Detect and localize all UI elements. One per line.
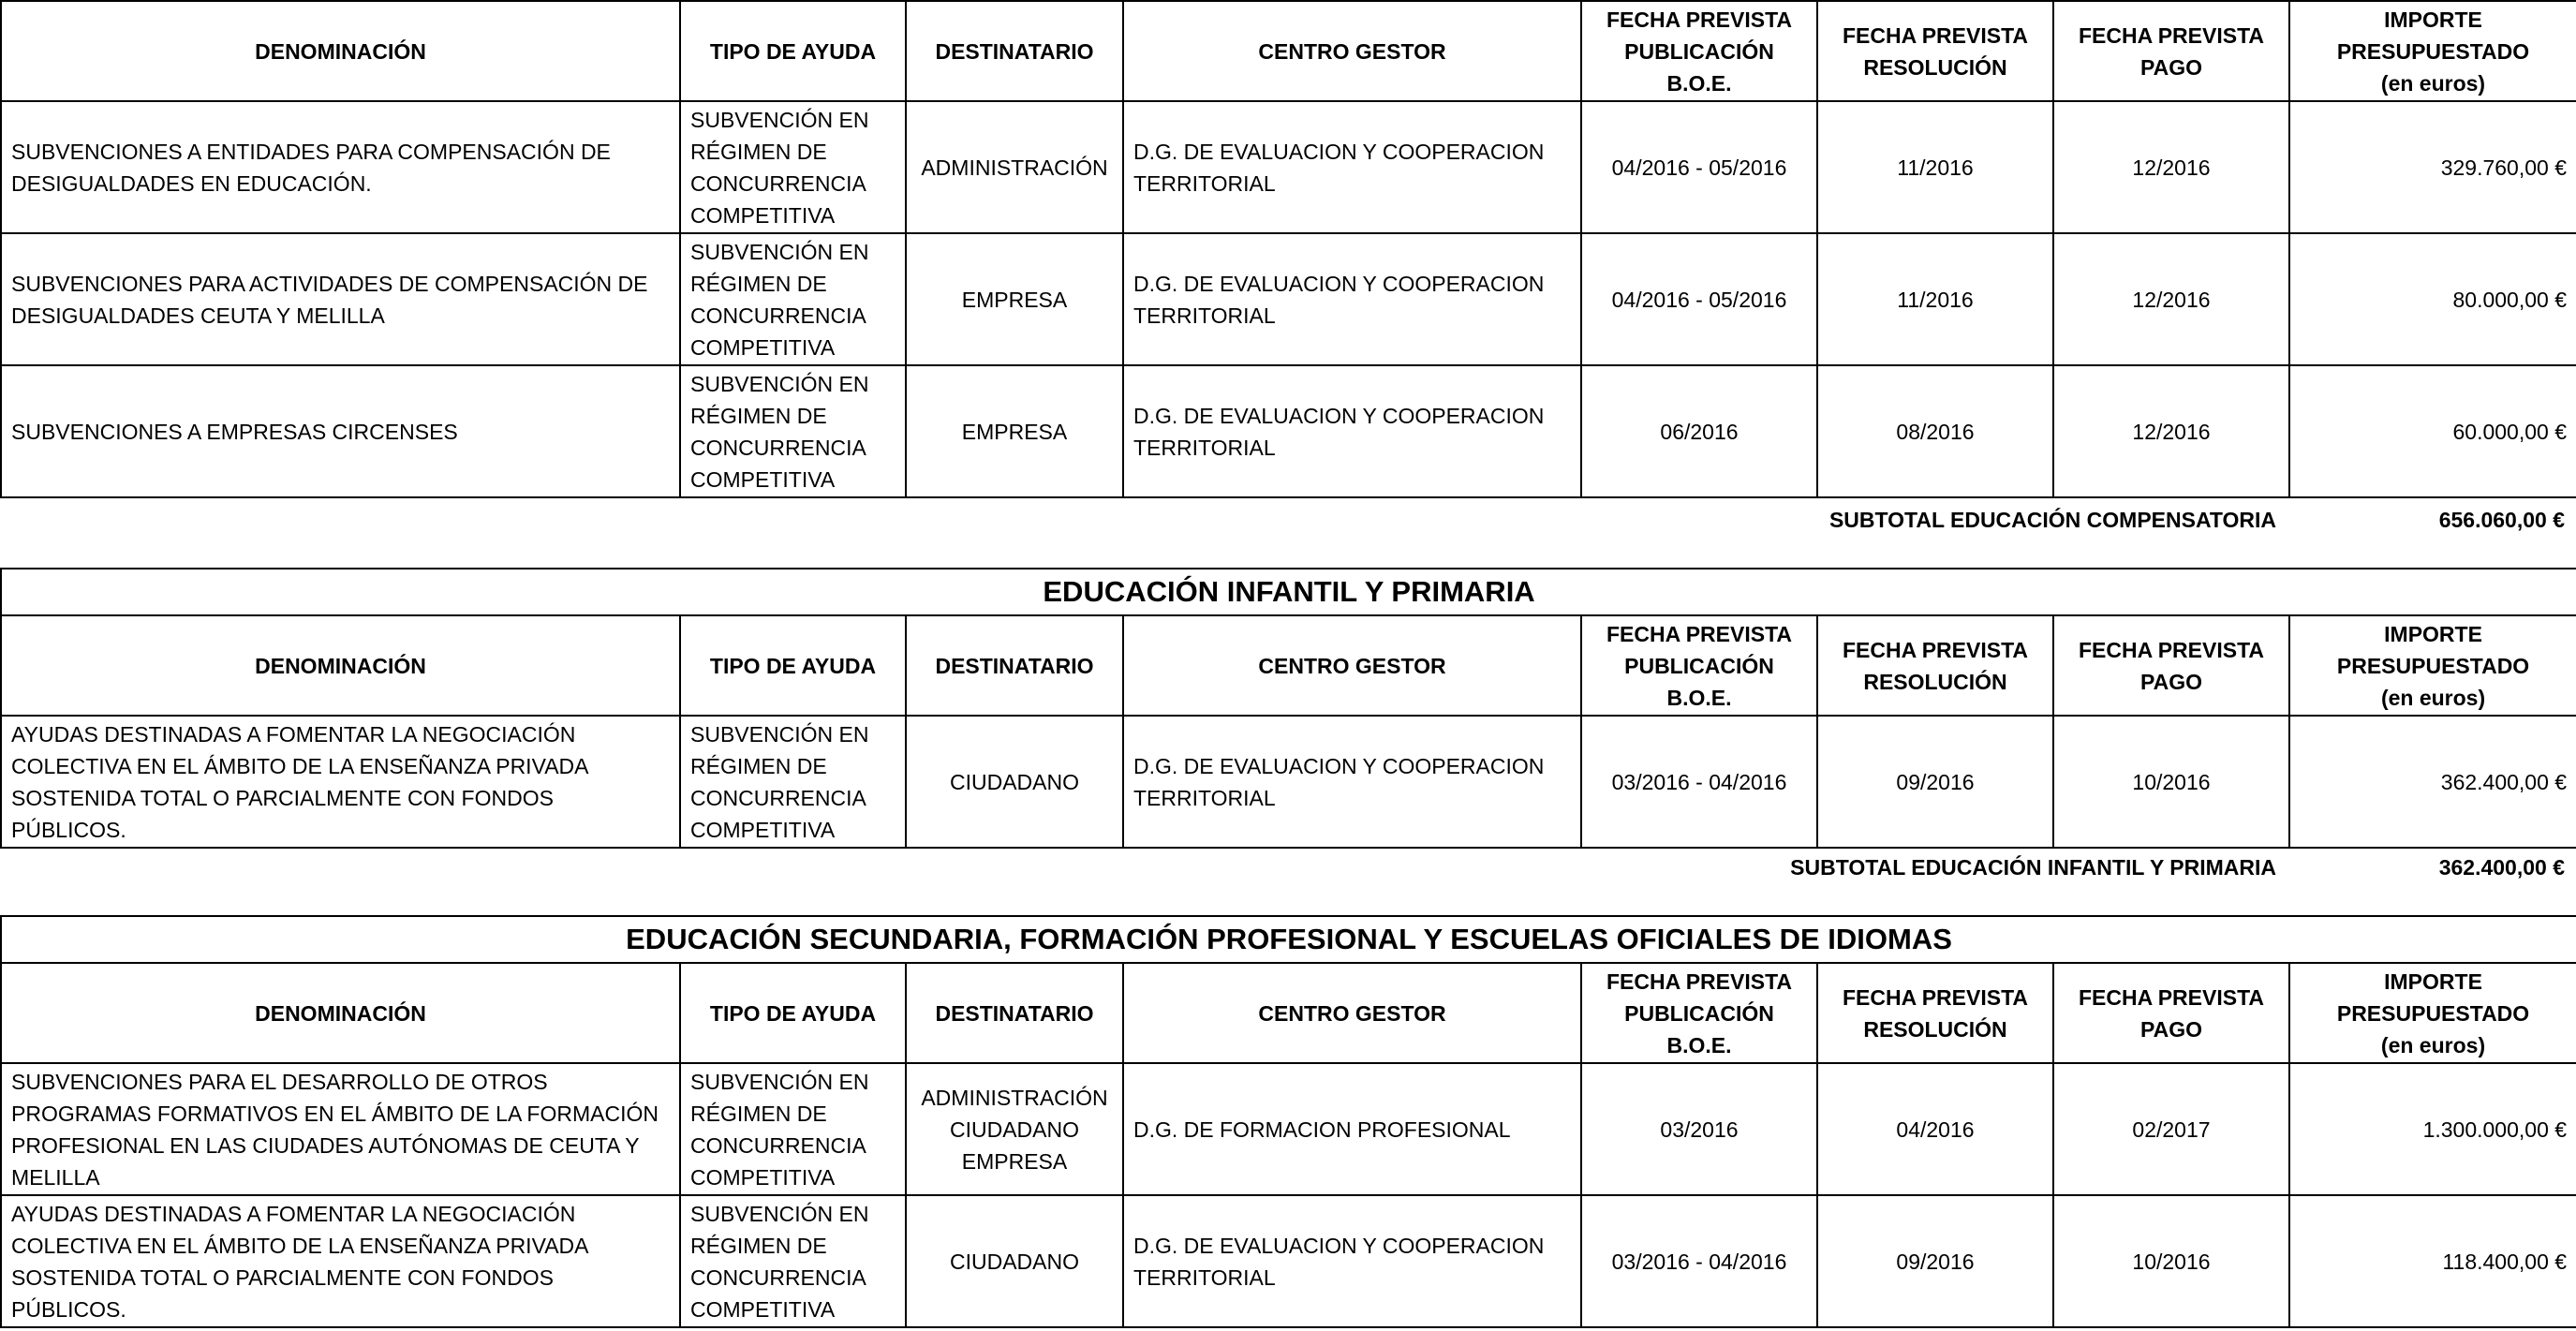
cell-importe: 80.000,00 € xyxy=(2289,233,2576,365)
cell-destinatario xyxy=(906,1195,1123,1327)
table-educacion-compensatoria xyxy=(0,0,2576,498)
cell-centro-gestor xyxy=(1123,101,1581,233)
col-header-fecha-resolucion xyxy=(1817,615,2053,716)
table-body xyxy=(1,101,2576,497)
table-row xyxy=(1,1063,2576,1195)
cell-importe: 329.760,00 € xyxy=(2289,101,2576,233)
line: CONCURRENCIA xyxy=(690,1264,866,1290)
line: COMPETITIVA xyxy=(690,334,836,360)
line: CIUDADANO xyxy=(949,769,1079,794)
cell-tipo-ayuda xyxy=(680,101,906,233)
col-header-importe xyxy=(2289,963,2576,1063)
col-header-fecha-boe xyxy=(1581,963,1817,1063)
line: SOSTENIDA TOTAL O PARCIALMENTE CON FONDOS PÚBLICOS. xyxy=(11,785,554,842)
line: AYUDAS DESTINADAS A FOMENTAR LA NEGOCIACIÓN xyxy=(11,1201,576,1226)
cell-fecha-pago: 10/2016 xyxy=(2053,1195,2289,1327)
line: SOSTENIDA TOTAL O PARCIALMENTE CON FONDOS PÚBLICOS. xyxy=(11,1264,554,1322)
col-header-destinatario: DESTINATARIO xyxy=(906,1,1123,101)
line: D.G. DE EVALUACION Y COOPERACION xyxy=(1133,753,1545,778)
line: (en euros) xyxy=(2380,1032,2486,1057)
cell-centro-gestor xyxy=(1123,1195,1581,1327)
line: COMPETITIVA xyxy=(690,202,836,228)
col-header-denominacion: DENOMINACIÓN xyxy=(1,963,680,1063)
cell-importe: 362.400,00 € xyxy=(2289,716,2576,848)
line: COMPETITIVA xyxy=(690,1296,836,1322)
cell-centro-gestor xyxy=(1123,365,1581,497)
line: PAGO xyxy=(2139,1016,2203,1042)
line: EMPRESA xyxy=(961,419,1068,444)
line: CONCURRENCIA xyxy=(690,170,866,196)
line: TERRITORIAL xyxy=(1133,435,1276,460)
cell-fecha-pago: 02/2017 xyxy=(2053,1063,2289,1195)
subtotal-label: SUBTOTAL EDUCACIÓN INFANTIL Y PRIMARIA xyxy=(1790,855,2276,880)
table-educacion-secundaria-fp-eoi xyxy=(0,915,2576,1328)
line: SUBVENCIÓN EN xyxy=(690,239,869,264)
cell-denominacion xyxy=(1,1195,680,1327)
line: COLECTIVA EN EL ÁMBITO DE LA ENSEÑANZA PRIVADA xyxy=(11,753,589,778)
cell-destinatario xyxy=(906,365,1123,497)
line: SUBVENCIONES PARA EL DESARROLLO DE OTROS xyxy=(11,1069,548,1094)
table-body xyxy=(1,716,2576,848)
line: RÉGIMEN DE xyxy=(690,753,827,778)
line: SUBVENCIÓN EN xyxy=(690,1069,869,1094)
cell-tipo-ayuda xyxy=(680,365,906,497)
table-row xyxy=(1,1195,2576,1327)
table-educacion-infantil-primaria xyxy=(0,568,2576,849)
line: (en euros) xyxy=(2380,685,2486,710)
col-header-denominacion: DENOMINACIÓN xyxy=(1,1,680,101)
line: TERRITORIAL xyxy=(1133,170,1276,196)
cell-denominacion xyxy=(1,101,680,233)
subtotal-value: 656.060,00 € xyxy=(2438,508,2565,532)
col-header-fecha-boe xyxy=(1581,1,1817,101)
table-row xyxy=(1,365,2576,497)
col-header-fecha-pago xyxy=(2053,1,2289,101)
line: AYUDAS DESTINADAS A FOMENTAR LA NEGOCIACIÓN xyxy=(11,721,576,747)
line: SUBVENCIÓN EN xyxy=(690,721,869,747)
line: COMPETITIVA xyxy=(690,817,836,842)
line: SUBVENCIONES A EMPRESAS CIRCENSES xyxy=(11,419,458,444)
line: FECHA PREVISTA xyxy=(1842,637,2029,662)
line: FECHA PREVISTA xyxy=(1842,22,2029,48)
cell-destinatario xyxy=(906,101,1123,233)
line: COMPETITIVA xyxy=(690,466,836,492)
line: PROGRAMAS FORMATIVOS EN EL ÁMBITO DE LA FORMACIÓN xyxy=(11,1101,659,1126)
line: D.G. DE EVALUACION Y COOPERACION xyxy=(1133,403,1545,428)
cell-fecha-pago: 12/2016 xyxy=(2053,365,2289,497)
line: FECHA PREVISTA xyxy=(2078,22,2265,48)
col-header-importe xyxy=(2289,615,2576,716)
col-header-importe xyxy=(2289,1,2576,101)
cell-tipo-ayuda xyxy=(680,233,906,365)
line: D.G. DE EVALUACION Y COOPERACION xyxy=(1133,139,1545,164)
table-row xyxy=(1,233,2576,365)
section-title: EDUCACIÓN SECUNDARIA, FORMACIÓN PROFESIONAL Y ESCUELAS OFICIALES DE IDIOMAS xyxy=(1,916,2576,963)
line: IMPORTE xyxy=(2384,969,2482,994)
line: FECHA PREVISTA xyxy=(1842,984,2029,1010)
cell-centro-gestor xyxy=(1123,233,1581,365)
line: CIUDADANO xyxy=(949,1249,1079,1274)
cell-destinatario xyxy=(906,233,1123,365)
line: SUBVENCIONES PARA ACTIVIDADES DE COMPENSACIÓN DE xyxy=(11,271,648,296)
cell-denominacion xyxy=(1,1063,680,1195)
line: RÉGIMEN DE xyxy=(690,139,827,164)
line: (en euros) xyxy=(2380,70,2486,96)
cell-fecha-resolucion: 11/2016 xyxy=(1817,233,2053,365)
line: TERRITORIAL xyxy=(1133,1264,1276,1290)
line: PUBLICACIÓN xyxy=(1624,38,1774,64)
cell-centro-gestor xyxy=(1123,716,1581,848)
line: FECHA PREVISTA xyxy=(2078,984,2265,1010)
line: FECHA PREVISTA xyxy=(1606,7,1793,32)
cell-fecha-resolucion: 11/2016 xyxy=(1817,101,2053,233)
line: ADMINISTRACIÓN xyxy=(921,155,1108,180)
cell-fecha-boe: 03/2016 - 04/2016 xyxy=(1581,716,1817,848)
col-header-fecha-resolucion xyxy=(1817,963,2053,1063)
table-body xyxy=(1,1063,2576,1327)
line: RÉGIMEN DE xyxy=(690,271,827,296)
col-header-fecha-resolucion xyxy=(1817,1,2053,101)
col-header-fecha-boe xyxy=(1581,615,1817,716)
header-row xyxy=(1,615,2576,716)
cell-fecha-pago: 12/2016 xyxy=(2053,233,2289,365)
line: RESOLUCIÓN xyxy=(1863,669,2007,694)
cell-destinatario xyxy=(906,1063,1123,1195)
line: CONCURRENCIA xyxy=(690,435,866,460)
cell-fecha-resolucion: 09/2016 xyxy=(1817,716,2053,848)
line: PUBLICACIÓN xyxy=(1624,1000,1774,1026)
line: FECHA PREVISTA xyxy=(2078,637,2265,662)
cell-denominacion xyxy=(1,716,680,848)
line: RÉGIMEN DE xyxy=(690,403,827,428)
cell-fecha-boe: 03/2016 - 04/2016 xyxy=(1581,1195,1817,1327)
cell-tipo-ayuda xyxy=(680,1063,906,1195)
col-header-destinatario: DESTINATARIO xyxy=(906,963,1123,1063)
cell-destinatario xyxy=(906,716,1123,848)
table-row xyxy=(1,716,2576,848)
col-header-fecha-pago xyxy=(2053,615,2289,716)
subtotal-value: 362.400,00 € xyxy=(2438,855,2565,880)
line: PROFESIONAL EN LAS CIUDADES AUTÓNOMAS DE CEUTA Y xyxy=(11,1132,640,1158)
line: ADMINISTRACIÓN xyxy=(921,1085,1108,1110)
cell-fecha-boe: 04/2016 - 05/2016 xyxy=(1581,233,1817,365)
line: PRESUPUESTADO xyxy=(2336,1000,2530,1026)
line: D.G. DE EVALUACION Y COOPERACION xyxy=(1133,271,1545,296)
cell-denominacion xyxy=(1,365,680,497)
line: PAGO xyxy=(2139,669,2203,694)
cell-tipo-ayuda xyxy=(680,1195,906,1327)
col-header-tipo-ayuda: TIPO DE AYUDA xyxy=(680,963,906,1063)
table-row xyxy=(1,101,2576,233)
line: PRESUPUESTADO xyxy=(2336,38,2530,64)
line: DESIGUALDADES CEUTA Y MELILLA xyxy=(11,303,385,328)
line: D.G. DE FORMACION PROFESIONAL xyxy=(1133,1117,1511,1142)
subtotal-row xyxy=(0,850,2576,885)
col-header-denominacion: DENOMINACIÓN xyxy=(1,615,680,716)
line: PAGO xyxy=(2139,54,2203,80)
cell-fecha-boe: 03/2016 xyxy=(1581,1063,1817,1195)
line: FECHA PREVISTA xyxy=(1606,969,1793,994)
line: EMPRESA xyxy=(961,287,1068,312)
cell-fecha-pago: 10/2016 xyxy=(2053,716,2289,848)
col-header-centro-gestor: CENTRO GESTOR xyxy=(1123,963,1581,1063)
col-header-fecha-pago xyxy=(2053,963,2289,1063)
line: COLECTIVA EN EL ÁMBITO DE LA ENSEÑANZA PRIVADA xyxy=(11,1233,589,1258)
line: RESOLUCIÓN xyxy=(1863,54,2007,80)
cell-fecha-resolucion: 08/2016 xyxy=(1817,365,2053,497)
line: FECHA PREVISTA xyxy=(1606,621,1793,646)
line: B.O.E. xyxy=(1666,685,1732,710)
cell-importe: 1.300.000,00 € xyxy=(2289,1063,2576,1195)
line: RÉGIMEN DE xyxy=(690,1233,827,1258)
line: CONCURRENCIA xyxy=(690,303,866,328)
line: TERRITORIAL xyxy=(1133,303,1276,328)
line: CONCURRENCIA xyxy=(690,785,866,810)
header-row xyxy=(1,1,2576,101)
line: CONCURRENCIA xyxy=(690,1132,866,1158)
line: RESOLUCIÓN xyxy=(1863,1016,2007,1042)
line: RÉGIMEN DE xyxy=(690,1101,827,1126)
line: PRESUPUESTADO xyxy=(2336,653,2530,678)
cell-centro-gestor xyxy=(1123,1063,1581,1195)
line: EMPRESA xyxy=(961,1148,1068,1174)
subtotal-label: SUBTOTAL EDUCACIÓN COMPENSATORIA xyxy=(1828,508,2276,532)
col-header-tipo-ayuda: TIPO DE AYUDA xyxy=(680,1,906,101)
cell-denominacion xyxy=(1,233,680,365)
line: SUBVENCIÓN EN xyxy=(690,107,869,132)
col-header-tipo-ayuda: TIPO DE AYUDA xyxy=(680,615,906,716)
cell-importe: 118.400,00 € xyxy=(2289,1195,2576,1327)
line: DESIGUALDADES EN EDUCACIÓN. xyxy=(11,170,372,196)
line: B.O.E. xyxy=(1666,70,1732,96)
cell-importe: 60.000,00 € xyxy=(2289,365,2576,497)
cell-fecha-pago: 12/2016 xyxy=(2053,101,2289,233)
line: PUBLICACIÓN xyxy=(1624,653,1774,678)
line: MELILLA xyxy=(11,1164,100,1190)
line: IMPORTE xyxy=(2384,7,2482,32)
line: SUBVENCIÓN EN xyxy=(690,371,869,396)
col-header-centro-gestor: CENTRO GESTOR xyxy=(1123,1,1581,101)
line: COMPETITIVA xyxy=(690,1164,836,1190)
section-title: EDUCACIÓN INFANTIL Y PRIMARIA xyxy=(1,569,2576,615)
col-header-centro-gestor: CENTRO GESTOR xyxy=(1123,615,1581,716)
line: D.G. DE EVALUACION Y COOPERACION xyxy=(1133,1233,1545,1258)
header-row xyxy=(1,963,2576,1063)
line: TERRITORIAL xyxy=(1133,785,1276,810)
line: B.O.E. xyxy=(1666,1032,1732,1057)
line: SUBVENCIONES A ENTIDADES PARA COMPENSACIÓN DE xyxy=(11,139,611,164)
cell-fecha-boe: 06/2016 xyxy=(1581,365,1817,497)
cell-fecha-boe: 04/2016 - 05/2016 xyxy=(1581,101,1817,233)
line: CIUDADANO xyxy=(949,1117,1079,1142)
line: SUBVENCIÓN EN xyxy=(690,1201,869,1226)
subtotal-row xyxy=(0,502,2576,538)
cell-tipo-ayuda xyxy=(680,716,906,848)
col-header-destinatario: DESTINATARIO xyxy=(906,615,1123,716)
cell-fecha-resolucion: 04/2016 xyxy=(1817,1063,2053,1195)
cell-fecha-resolucion: 09/2016 xyxy=(1817,1195,2053,1327)
line: IMPORTE xyxy=(2384,621,2482,646)
